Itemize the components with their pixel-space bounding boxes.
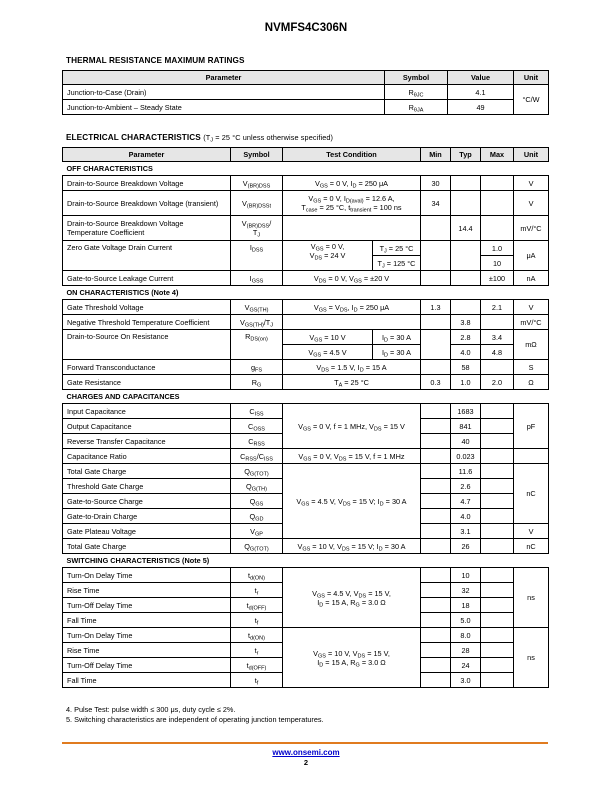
table-row: Threshold Gate Charge $Q_{G(TH)}$ 2.6 xyxy=(63,479,549,494)
col-parameter: Parameter xyxy=(63,71,385,85)
table-row: Total Gate Charge $Q_{G(TOT)}$ $V_{GS} = 4.5$ V, $V_{DS} = 15$ V; $I_D = 30$ A 11.6 nC xyxy=(63,464,549,479)
col-unit: Unit xyxy=(514,71,549,85)
table-row: Rise Time $t_r$ 28 xyxy=(63,643,549,658)
electrical-section-title: ELECTRICAL CHARACTERISTICS ($T_J = 25$ °C unless otherwise specified) xyxy=(66,133,334,144)
section-switching: SWITCHING CHARACTERISTICS (Note 5) xyxy=(63,554,549,568)
footer-rule xyxy=(62,742,548,744)
footer-link[interactable]: www.onsemi.com xyxy=(272,748,340,757)
table-row: Turn-On Delay Time $t_{d(ON)}$ $V_{GS} = 4.5$ V, $V_{DS} = 15$ V, $I_D = 15$ A, $R_G = 3.0$ Ω 10 ns xyxy=(63,568,549,583)
table-row: Reverse Transfer Capacitance $C_{RSS}$ 40 xyxy=(63,434,549,449)
table-row: Drain-to-Source Breakdown Voltage Temperature Coefficient $V_{(BR)DSS}/$ $T_J$ 14.4 mV/°C xyxy=(63,216,549,241)
table-row: Turn-On Delay Time $t_{d(ON)}$ $V_{GS} = 10$ V, $V_{DS} = 15$ V, $I_D = 15$ A, $R_G = 3.0$ Ω 8.0 ns xyxy=(63,628,549,643)
table-row: Drain-to-Source Breakdown Voltage $V_{(BR)DSS}$ $V_{GS} = 0$ V, $I_D = 250$ μA 30 V xyxy=(63,176,549,191)
footnotes xyxy=(66,705,324,725)
table-row: Total Gate Charge $Q_{G(TOT)}$ $V_{GS} = 10$ V, $V_{DS} = 15$ V; $I_D = 30$ A 26 nC xyxy=(63,539,549,554)
table-row: Fall Time $t_f$ 3.0 xyxy=(63,673,549,688)
table-row: Forward Transconductance $g_{FS}$ $V_{DS} = 1.5$ V, $I_D = 15$ A 58 S xyxy=(63,360,549,375)
section-on: ON CHARACTERISTICS (Note 4) xyxy=(63,286,549,300)
table-row: Junction-to-Case (Drain) $R_{\theta JC}$ 4.1 °C/W xyxy=(63,85,549,100)
table-row: Output Capacitance $C_{OSS}$ 841 xyxy=(63,419,549,434)
table-row: Gate Resistance $R_G$ $T_A = 25$ °C 0.3 1.0 2.0 Ω xyxy=(63,375,549,390)
table-row: Gate Threshold Voltage $V_{GS(TH)}$ $V_{GS} = V_{DS}$, $I_D = 250$ μA 1.3 2.1 V xyxy=(63,300,549,315)
col-value: Value xyxy=(448,71,514,85)
table-row: Turn-Off Delay Time $t_{d(OFF)}$ 24 xyxy=(63,658,549,673)
footnote-4: 4. Pulse Test: pulse width ≤ 300 μs, duty cycle ≤ 2%. xyxy=(66,705,236,714)
page-title: NVMFS4C306N xyxy=(264,22,348,34)
table-row: Gate Plateau Voltage $V_{GP}$ 3.1 V xyxy=(63,524,549,539)
table-row: Fall Time $t_f$ 5.0 xyxy=(63,613,549,628)
table-row: $V_{GS} = 4.5$ V $I_D = 30$ A 4.0 4.8 xyxy=(63,345,549,360)
table-row: Gate-to-Source Charge $Q_{GS}$ 4.7 xyxy=(63,494,549,509)
thermal-section-title: THERMAL RESISTANCE MAXIMUM RATINGS xyxy=(66,56,245,65)
table-row: Rise Time $t_r$ 32 xyxy=(63,583,549,598)
table-row: Input Capacitance $C_{ISS}$ $V_{GS} = 0$ V, f = 1 MHz, $V_{DS} = 15$ V 1683 pF xyxy=(63,404,549,419)
section-off: OFF CHARACTERISTICS xyxy=(63,162,549,176)
table-row: Turn-Off Delay Time $t_{d(OFF)}$ 18 xyxy=(63,598,549,613)
thermal-table xyxy=(62,70,549,115)
table-row: Zero Gate Voltage Drain Current $I_{DSS}$ $V_{GS} = 0$ V, $V_{DS} = 24$ V $T_J = 25$ °C 1.0 μA xyxy=(63,241,549,256)
col-symbol: Symbol xyxy=(385,71,448,85)
electrical-table: Parameter Symbol Test Condition Min Typ Max Unit OFF CHARACTERISTICS Drain-to-Source Breakdown Voltage $V_{(BR)DSS}$ $V_{GS} = 0$ V, $I_D = 250$ μA 30 V Drain-to-Source Breakdown Voltage (transient) $V_{(BR)DSSt}$ $V_{GS} = 0$ V, $I_{D(aval)} = 12.6$ A, $T_{case} = 25$ °C, $t_{transient} = 100$ ns 34 V Drain-to-Source Breakdown Voltage Temperature Coefficient $V_{(BR)DSS}/$ $T_J$ 14.4 mV/°C Zero Gate Voltage Drain Current $I_{DSS}$ $V_{GS} = 0$ V, $V_{DS} = 24$ V $T_J = 25$ °C 1.0 μA $T_J = 125$ °C 10 Gate-to-Source Leakage Current $I_{GSS}$ $V_{DS} = 0$ V, $V_{GS} = \pm 20$ V ±100 nA ON CHARACTERISTICS (Note 4) Gate Threshold Voltage $V_{GS(TH)}$ $V_{GS} = V_{DS}$, $I_D = 250$ μA 1.3 2.1 V Negative Threshold Temperature Coefficient $V_{GS(TH)}/T_J$ 3.8 mV/°C Drain-to-Source On Resistance $R_{DS(on)}$ $V_{GS} = 10$ V $I_D = 30$ A 2.8 3.4 mΩ $V_{GS} = 4.5$ V $I_D = 30$ A 4.0 4.8 Forward Transconductance $g_{FS}$ $V_{DS} = 1.5$ V, $I_D = 15$ A 58 S Gate Resistance $R_G$ $T_A = 25$ °C 0.3 1.0 2.0 Ω CHARGES AND CAPACITANCES Input Capacitance $C_{ISS}$ $V_{GS} = 0$ V, f = 1 MHz, $V_{DS} = 15$ V 1683 pF Output Capacitance $C_{OSS}$ 841 Reverse Transfer Capacitance $C_{RSS}$ 40 Capacitance Ratio $C_{RSS}/C_{ISS}$ $V_{GS} = 0$ V, $V_{DS} = 15$ V, f = 1 MHz 0.023 Total Gate Charge $Q_{G(TOT)}$ $V_{GS} = 4.5$ V, $V_{DS} = 15$ V; $I_D = 30$ A 11.6 nC Threshold Gate Charge $Q_{G(TH)}$ 2.6 Gate-to-Source Charge $Q_{GS}$ 4.7 Gate-to-Drain Charge $Q_{GD}$ 4.0 Gate Plateau Voltage $V_{GP}$ 3.1 V Total Gate Charge $Q_{G(TOT)}$ $V_{GS} = 10$ V, $V_{DS} = 15$ V; $I_D = 30$ A 26 nC SWITCHING CHARACTERISTICS (Note 5) Turn-On Delay Time $t_{d(ON)}$ $V_{GS} = 4.5$ V, $V_{DS} = 15$ V, $I_D = 15$ A, $R_G = 3.0$ Ω 10 ns Rise Time $t_r$ 32 Turn-Off Delay Time $t_{d(OFF)}$ 18 Fall Time $t_f$ 5.0 Turn-On Delay Time $t_{d(ON)}$ $V_{GS} = 10$ V, $V_{DS} = 15$ V, $I_D = 15$ A, $R_G = 3.0$ Ω 8.0 ns Rise Time $t_r$ 28 Turn-Off Delay Time $t_{d(OFF)}$ 24 Fall Time $t_f$ 3.0 xyxy=(62,147,549,688)
table-row: Drain-to-Source Breakdown Voltage (transient) $V_{(BR)DSSt}$ $V_{GS} = 0$ V, $I_{D(aval)} = 12.6$ A, $T_{case} = 25$ °C, $t_{transient} = 100$ ns 34 V xyxy=(63,191,549,216)
table-row: Capacitance Ratio $C_{RSS}/C_{ISS}$ $V_{GS} = 0$ V, $V_{DS} = 15$ V, f = 1 MHz 0.023 xyxy=(63,449,549,464)
page-number: 2 xyxy=(303,758,309,767)
section-charges: CHARGES AND CAPACITANCES xyxy=(63,390,549,404)
table-row: $T_J = 125$ °C 10 xyxy=(63,256,549,271)
table-row: Negative Threshold Temperature Coefficient $V_{GS(TH)}/T_J$ 3.8 mV/°C xyxy=(63,315,549,330)
table-row: Gate-to-Source Leakage Current $I_{GSS}$ $V_{DS} = 0$ V, $V_{GS} = \pm 20$ V ±100 nA xyxy=(63,271,549,286)
footnote-5: 5. Switching characteristics are independent of operating junction temperatures. xyxy=(66,715,324,724)
table-row: Drain-to-Source On Resistance $R_{DS(on)}$ $V_{GS} = 10$ V $I_D = 30$ A 2.8 3.4 mΩ xyxy=(63,330,549,345)
table-row: Junction-to-Ambient – Steady State $R_{\theta JA}$ 49 xyxy=(63,100,549,115)
table-row: Gate-to-Drain Charge $Q_{GD}$ 4.0 xyxy=(63,509,549,524)
thermal-unit: °C/W xyxy=(514,85,549,115)
footer xyxy=(0,748,612,767)
